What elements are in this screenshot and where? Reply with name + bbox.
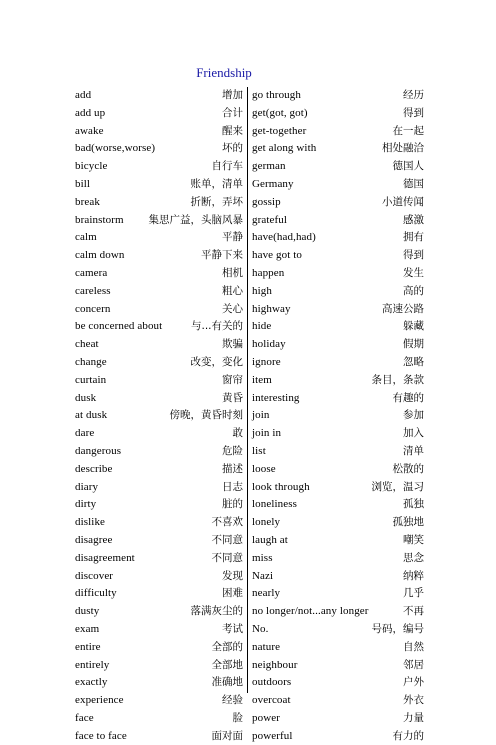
chinese-meaning: 参加 <box>403 409 424 422</box>
vocab-row <box>75 461 243 479</box>
vocab-row <box>75 657 243 675</box>
vocab-row <box>252 407 424 425</box>
chinese-meaning: 户外 <box>403 676 424 689</box>
chinese-meaning: 账单，清单 <box>190 177 243 190</box>
vocab-row <box>252 728 424 745</box>
vocab-row <box>75 301 243 319</box>
vocab-row <box>75 105 243 123</box>
chinese-meaning: 在一起 <box>392 124 424 137</box>
chinese-meaning: 改变，变化 <box>190 355 243 368</box>
vocab-row <box>252 105 424 123</box>
english-term: ignore <box>252 355 281 368</box>
chinese-meaning: 纳粹 <box>403 569 424 582</box>
chinese-meaning: 力量 <box>403 711 424 724</box>
vocab-row <box>75 336 243 354</box>
vocab-row <box>75 87 243 105</box>
chinese-meaning: 傍晚，黄昏时刻 <box>169 409 243 422</box>
english-term: join <box>252 409 270 422</box>
chinese-meaning: 自然 <box>403 640 424 653</box>
chinese-meaning: 坏的 <box>222 142 243 155</box>
vocab-row <box>252 354 424 372</box>
english-term: Nazi <box>252 569 274 582</box>
english-term: bicycle <box>75 160 108 173</box>
chinese-meaning: 不同意 <box>211 551 243 564</box>
vocab-row <box>252 247 424 265</box>
vocab-row <box>252 229 424 247</box>
english-term: nearly <box>252 587 281 600</box>
vocab-row <box>252 212 424 230</box>
chinese-meaning: 拥有 <box>403 231 424 244</box>
english-term: laugh at <box>252 533 288 546</box>
vocab-row <box>75 140 243 158</box>
chinese-meaning: 日志 <box>222 480 243 493</box>
chinese-meaning: 危险 <box>222 444 243 457</box>
chinese-meaning: 不同意 <box>211 533 243 546</box>
vocab-row <box>252 550 424 568</box>
vocab-row <box>252 443 424 461</box>
chinese-meaning: 条目，条款 <box>371 373 424 386</box>
chinese-meaning: 集思广益，头脑风暴 <box>148 213 243 226</box>
vocab-row <box>252 390 424 408</box>
vocab-row <box>75 229 243 247</box>
vocab-row <box>252 265 424 283</box>
english-term: get along with <box>252 142 317 155</box>
chinese-meaning: 感激 <box>403 213 424 226</box>
vocab-row <box>252 532 424 550</box>
chinese-meaning: 相机 <box>222 266 243 279</box>
english-term: nature <box>252 640 281 653</box>
english-term: calm <box>75 231 97 244</box>
chinese-meaning: 醒来 <box>222 124 243 137</box>
vocab-row <box>75 407 243 425</box>
english-term: describe <box>75 462 113 475</box>
english-term: bill <box>75 177 91 190</box>
chinese-meaning: 德国人 <box>392 160 424 173</box>
english-term: overcoat <box>252 694 291 707</box>
page-title <box>0 65 496 81</box>
english-term: power <box>252 711 280 724</box>
english-term: calm down <box>75 249 125 262</box>
english-term: highway <box>252 302 291 315</box>
english-term: curtain <box>75 373 107 386</box>
chinese-meaning: 考试 <box>222 622 243 635</box>
vocab-row <box>75 265 243 283</box>
vocab-row <box>252 425 424 443</box>
english-term: Germany <box>252 177 294 190</box>
english-term: get(got, got) <box>252 106 308 119</box>
english-term: face to face <box>75 729 127 742</box>
chinese-meaning: 浏览，温习 <box>371 480 424 493</box>
english-term: happen <box>252 266 285 279</box>
english-term: diary <box>75 480 99 493</box>
page-title-text: Friendship <box>196 65 252 80</box>
chinese-meaning: 脏的 <box>222 498 243 511</box>
english-term: list <box>252 444 266 457</box>
chinese-meaning: 折断，弄坏 <box>190 195 243 208</box>
chinese-meaning: 发生 <box>403 266 424 279</box>
vocab-row <box>75 318 243 336</box>
chinese-meaning: 粗心 <box>222 284 243 297</box>
vocab-row <box>75 639 243 657</box>
chinese-meaning: 高速公路 <box>382 302 424 315</box>
chinese-meaning: 经历 <box>403 89 424 101</box>
vocab-row <box>252 603 424 621</box>
english-term: miss <box>252 551 273 564</box>
chinese-meaning: 落满灰尘的 <box>190 605 243 618</box>
chinese-meaning: 高的 <box>403 284 424 297</box>
vocab-row <box>252 372 424 390</box>
english-term: experience <box>75 694 124 707</box>
vocab-row <box>252 514 424 532</box>
vocab-row <box>75 390 243 408</box>
chinese-meaning: 关心 <box>222 302 243 315</box>
chinese-meaning: 嘲笑 <box>403 533 424 546</box>
chinese-meaning: 不再 <box>403 605 424 618</box>
chinese-meaning: 假期 <box>403 338 424 351</box>
chinese-meaning: 全部的 <box>211 640 243 653</box>
chinese-meaning: 邻居 <box>403 658 424 671</box>
vocab-row <box>75 194 243 212</box>
english-term: concern <box>75 302 111 315</box>
vocab-row <box>75 568 243 586</box>
english-term: bad(worse,worse) <box>75 142 156 155</box>
vocab-row <box>75 621 243 639</box>
english-term: go through <box>252 89 301 101</box>
english-term: gossip <box>252 195 281 208</box>
english-term: get-together <box>252 124 307 137</box>
english-term: change <box>75 355 107 368</box>
english-term: hide <box>252 320 272 333</box>
chinese-meaning: 思念 <box>403 551 424 564</box>
vocab-row <box>252 87 424 105</box>
vocab-row <box>75 603 243 621</box>
vocab-row <box>75 514 243 532</box>
chinese-meaning: 孤独地 <box>392 516 424 529</box>
english-term: brainstorm <box>75 213 124 226</box>
vocab-row <box>75 123 243 141</box>
english-term: lonely <box>252 516 281 529</box>
vocab-row <box>75 710 243 728</box>
vocab-row <box>75 692 243 710</box>
vocab-row <box>75 479 243 497</box>
vocab-row <box>75 176 243 194</box>
english-term: no longer/not...any longer <box>252 605 369 618</box>
english-term: dangerous <box>75 444 122 457</box>
english-term: dusty <box>75 605 100 618</box>
vocab-row <box>252 176 424 194</box>
chinese-meaning: 经验 <box>222 694 243 707</box>
vocab-row <box>252 657 424 675</box>
vocab-row <box>75 443 243 461</box>
chinese-meaning: 得到 <box>403 106 424 119</box>
chinese-meaning: 不喜欢 <box>211 516 243 529</box>
vocab-row <box>252 301 424 319</box>
english-term: add <box>75 89 92 101</box>
chinese-meaning: 描述 <box>222 462 243 475</box>
english-term: difficulty <box>75 587 117 600</box>
vocab-row <box>75 585 243 603</box>
chinese-meaning: 敢 <box>232 427 243 440</box>
chinese-meaning: 发现 <box>222 569 243 582</box>
english-term: have got to <box>252 249 302 262</box>
english-term: loneliness <box>252 498 297 511</box>
english-term: at dusk <box>75 409 108 422</box>
chinese-meaning: 平静下来 <box>201 249 243 262</box>
chinese-meaning: 有力的 <box>392 729 424 742</box>
chinese-meaning: 欺骗 <box>222 338 243 351</box>
chinese-meaning: 松散的 <box>392 462 424 475</box>
english-term: grateful <box>252 213 288 226</box>
chinese-meaning: 自行车 <box>211 160 243 173</box>
vocab-row <box>252 461 424 479</box>
chinese-meaning: 困难 <box>222 587 243 600</box>
english-term: face <box>75 711 94 724</box>
english-term: add up <box>75 106 106 119</box>
english-term: entirely <box>75 658 110 671</box>
vocab-row <box>252 496 424 514</box>
vocab-row <box>75 247 243 265</box>
english-term: dislike <box>75 516 106 529</box>
english-term: camera <box>75 266 108 279</box>
vocab-row <box>75 496 243 514</box>
vocab-row <box>252 710 424 728</box>
vocab-row <box>252 568 424 586</box>
english-term: cheat <box>75 338 99 351</box>
chinese-meaning: 德国 <box>403 177 424 190</box>
vocab-row <box>252 140 424 158</box>
english-term: dusk <box>75 391 97 404</box>
vocab-row <box>75 372 243 390</box>
column-divider <box>247 87 248 693</box>
english-term: high <box>252 284 272 297</box>
vocab-row <box>252 283 424 301</box>
english-term: join in <box>252 427 282 440</box>
english-term: look through <box>252 480 310 493</box>
english-term: holiday <box>252 338 286 351</box>
vocab-row <box>75 283 243 301</box>
english-term: powerful <box>252 729 293 742</box>
vocab-row <box>75 425 243 443</box>
chinese-meaning: 小道传闻 <box>382 195 424 208</box>
chinese-meaning: 黄昏 <box>222 391 243 404</box>
vocab-row <box>252 336 424 354</box>
vocab-row <box>252 479 424 497</box>
vocab-row <box>75 158 243 176</box>
vocab-row <box>252 194 424 212</box>
english-term: dare <box>75 427 95 440</box>
vocab-row <box>252 621 424 639</box>
chinese-meaning: 得到 <box>403 249 424 262</box>
english-term: exactly <box>75 676 108 689</box>
chinese-meaning: 几乎 <box>403 587 424 600</box>
english-term: entire <box>75 640 101 653</box>
chinese-meaning: 平静 <box>222 231 243 244</box>
english-term: disagree <box>75 533 113 546</box>
chinese-meaning: 忽略 <box>403 355 424 368</box>
chinese-meaning: 合计 <box>222 106 243 119</box>
vocab-row <box>252 692 424 710</box>
vocab-row <box>252 123 424 141</box>
vocab-row <box>252 639 424 657</box>
chinese-meaning: 孤独 <box>403 498 424 511</box>
chinese-meaning: 外衣 <box>403 694 424 707</box>
vocab-row <box>75 728 243 745</box>
chinese-meaning: 脸 <box>232 711 243 724</box>
chinese-meaning: 窗帘 <box>222 373 243 386</box>
vocab-row <box>252 318 424 336</box>
english-term: No. <box>252 622 269 635</box>
english-term: exam <box>75 622 100 635</box>
english-term: loose <box>252 462 276 475</box>
vocab-row <box>75 212 243 230</box>
english-term: awake <box>75 124 104 137</box>
right-column <box>252 87 424 745</box>
english-term: dirty <box>75 498 97 511</box>
chinese-meaning: 加入 <box>403 427 424 440</box>
vocab-row <box>75 550 243 568</box>
vocab-row <box>252 158 424 176</box>
chinese-meaning: 号码，编号 <box>371 622 424 635</box>
english-term: interesting <box>252 391 300 404</box>
chinese-meaning: 清单 <box>403 444 424 457</box>
vocab-row <box>252 585 424 603</box>
english-term: discover <box>75 569 114 582</box>
english-term: neighbour <box>252 658 298 671</box>
vocab-row <box>75 674 243 692</box>
english-term: careless <box>75 284 111 297</box>
vocab-row <box>75 354 243 372</box>
chinese-meaning: 面对面 <box>211 729 243 742</box>
english-term: outdoors <box>252 676 292 689</box>
english-term: disagreement <box>75 551 135 564</box>
english-term: item <box>252 373 272 386</box>
chinese-meaning: 准确地 <box>211 676 243 689</box>
vocab-row <box>75 532 243 550</box>
english-term: german <box>252 160 286 173</box>
chinese-meaning: 全部地 <box>211 658 243 671</box>
chinese-meaning: 增加 <box>222 89 243 101</box>
chinese-meaning: 与...有关的 <box>190 320 243 333</box>
chinese-meaning: 有趣的 <box>392 391 424 404</box>
chinese-meaning: 躲藏 <box>403 320 424 333</box>
english-term: break <box>75 195 100 208</box>
english-term: have(had,had) <box>252 231 316 244</box>
chinese-meaning: 相处融洽 <box>382 142 424 155</box>
english-term: be concerned about <box>75 320 163 333</box>
vocab-row <box>252 674 424 692</box>
left-column <box>75 87 243 745</box>
